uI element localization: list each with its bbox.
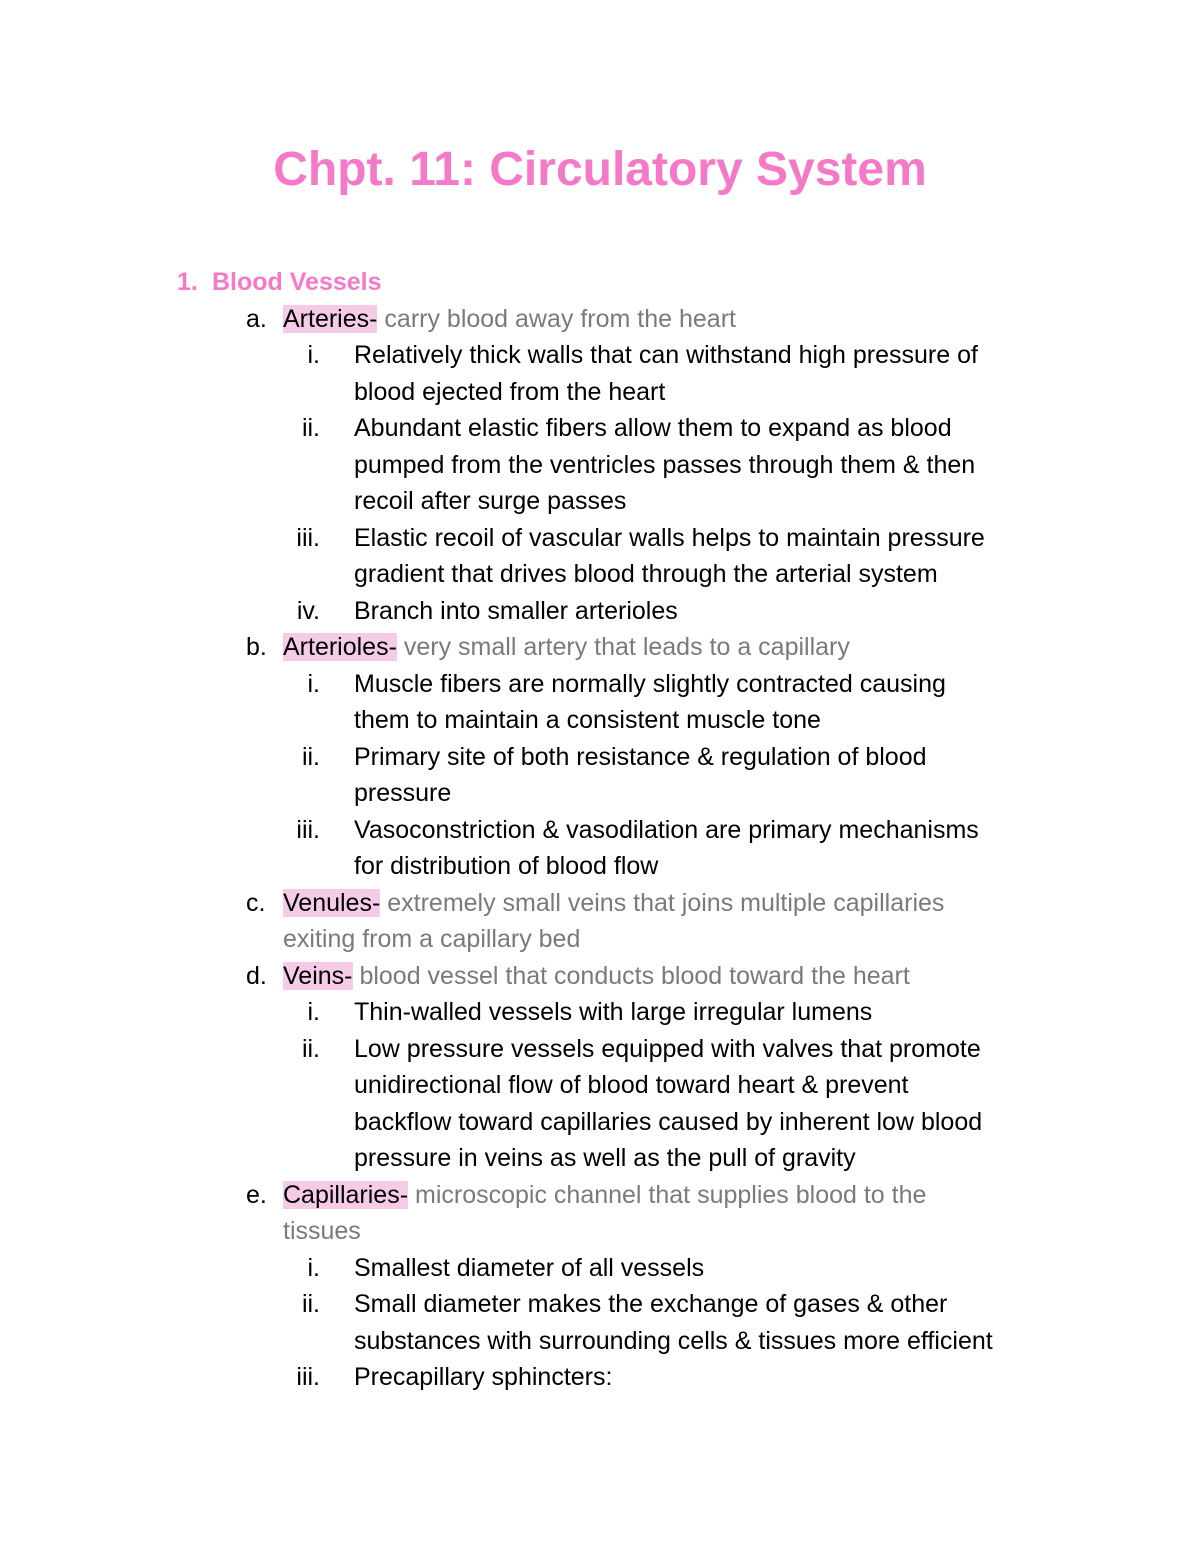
- sub-item-continued: [0, 775, 1200, 812]
- sub-item-text: for distribution of blood flow: [354, 852, 659, 880]
- sub-item: [0, 1031, 1200, 1068]
- sub-item-marker: ii.: [301, 414, 320, 442]
- term-marker: c.: [246, 888, 266, 917]
- sub-item-marker: i.: [307, 341, 320, 369]
- sub-item-text: unidirectional flow of blood toward heart & prevent: [354, 1071, 909, 1099]
- sub-item: [0, 812, 1200, 849]
- sub-item-continued: [0, 1104, 1200, 1141]
- sub-item-text: Small diameter makes the exchange of gases & other: [354, 1290, 948, 1318]
- term-list: [0, 301, 1200, 1396]
- term-marker: b.: [246, 633, 267, 661]
- term-name: Venules: [283, 888, 372, 917]
- term-definition-continued: [0, 921, 1200, 958]
- sub-item-continued: [0, 1140, 1200, 1177]
- term-line: [0, 885, 1200, 922]
- term-item: [0, 958, 1200, 995]
- sub-item-marker: iii.: [296, 523, 320, 552]
- term-definition: very small artery that leads to a capillary: [396, 633, 850, 661]
- sub-item-text: Abundant elastic fibers allow them to expand as blood: [354, 414, 952, 442]
- term-item: [0, 885, 1200, 922]
- sub-item-text: them to maintain a consistent muscle tone: [354, 706, 821, 734]
- outline: [0, 264, 1200, 1396]
- sub-item-marker: i.: [307, 998, 320, 1026]
- sub-item-text: Smallest diameter of all vessels: [354, 1253, 705, 1282]
- sub-item: [0, 337, 1200, 374]
- sub-item: [0, 994, 1200, 1031]
- sub-item-text: recoil after surge passes: [354, 487, 627, 515]
- sub-item-text: backflow toward capillaries caused by inherent low blood: [354, 1107, 983, 1136]
- sub-item-marker: ii.: [301, 742, 320, 771]
- sub-item-continued: [0, 374, 1200, 411]
- sub-item-continued: [0, 1323, 1200, 1360]
- sub-item-continued: [0, 1067, 1200, 1104]
- term-line: [0, 301, 1200, 338]
- term-name: Veins: [283, 961, 345, 990]
- term-marker: a.: [246, 304, 267, 333]
- sub-item-marker: ii.: [301, 1034, 320, 1063]
- term-line: [0, 1177, 1200, 1214]
- term-item: [0, 301, 1200, 338]
- term-item: [0, 629, 1200, 666]
- sub-item-marker: i.: [307, 669, 320, 698]
- term-dash: -: [344, 961, 353, 990]
- sub-item-continued: [0, 556, 1200, 593]
- sub-item-marker: iii.: [296, 1363, 320, 1391]
- sub-item-marker: ii.: [301, 1290, 320, 1318]
- section-label: Blood Vessels: [212, 268, 382, 296]
- term-name: Capillaries: [283, 1180, 400, 1209]
- sub-item-text: substances with surrounding cells & tissues more efficient: [354, 1326, 993, 1355]
- term-definition: blood vessel that conducts blood toward the heart: [352, 961, 910, 990]
- term-definition-continued: [0, 1213, 1200, 1250]
- sub-item-marker: iv.: [296, 596, 320, 625]
- term-line: [0, 958, 1200, 995]
- sub-item-continued: [0, 702, 1200, 739]
- page-title: Chpt. 11: Circulatory System: [273, 143, 927, 196]
- term-dash: -: [369, 304, 378, 333]
- sub-item: [0, 593, 1200, 630]
- term-highlight: [283, 633, 397, 661]
- sub-item-text: pumped from the ventricles passes through them & then: [354, 450, 976, 479]
- section-heading: [0, 264, 1200, 301]
- term-marker: e.: [246, 1180, 267, 1209]
- sub-item-text: Branch into smaller arterioles: [354, 596, 678, 625]
- sub-item-text: Primary site of both resistance & regulation of blood: [354, 742, 927, 771]
- sub-item: [0, 520, 1200, 557]
- term-highlight: [283, 889, 380, 917]
- sub-item: [0, 666, 1200, 703]
- sub-item: [0, 1359, 1200, 1396]
- term-highlight: [283, 962, 353, 990]
- term-dash: -: [388, 633, 397, 661]
- sub-item-text: Precapillary sphincters:: [354, 1363, 613, 1391]
- term-definition-continued-text: tissues: [283, 1217, 361, 1245]
- term-item: [0, 1177, 1200, 1214]
- term-definition: extremely small veins that joins multiple capillaries: [380, 888, 945, 917]
- term-dash: -: [371, 888, 381, 917]
- term-name: Arteries: [283, 304, 370, 333]
- sub-item: [0, 410, 1200, 447]
- term-definition: carry blood away from the heart: [377, 304, 736, 333]
- sub-item-text: blood ejected from the heart: [354, 377, 666, 406]
- term-highlight: [283, 1181, 408, 1209]
- sub-item-text: gradient that drives blood through the arterial system: [354, 560, 938, 588]
- sub-item: [0, 739, 1200, 776]
- sub-item-text: Elastic recoil of vascular walls helps to maintain pressure: [354, 523, 985, 552]
- term-highlight: [283, 305, 377, 333]
- sub-item-text: Thin-walled vessels with large irregular lumens: [354, 998, 873, 1026]
- sub-item-marker: iii.: [296, 815, 320, 844]
- sub-item-marker: i.: [307, 1253, 320, 1282]
- term-name: Arterioles: [283, 633, 389, 661]
- sub-item: [0, 1250, 1200, 1287]
- sub-item-text: Low pressure vessels equipped with valves that promote: [354, 1034, 981, 1063]
- sub-item-continued: [0, 848, 1200, 885]
- sub-item-text: Vasoconstriction & vasodilation are primary mechanisms: [354, 815, 979, 844]
- sub-item-text: Muscle fibers are normally slightly contracted causing: [354, 669, 946, 698]
- sub-item-text: Relatively thick walls that can withstand high pressure of: [354, 341, 978, 369]
- section-marker: 1.: [177, 268, 198, 296]
- sub-item-continued: [0, 447, 1200, 484]
- sub-item-continued: [0, 483, 1200, 520]
- sub-item-text: pressure: [354, 779, 452, 807]
- sub-item-text: pressure in veins as well as the pull of gravity: [354, 1144, 856, 1172]
- term-definition: microscopic channel that supplies blood to the: [408, 1180, 927, 1209]
- sub-item: [0, 1286, 1200, 1323]
- term-definition-continued-text: exiting from a capillary bed: [283, 925, 581, 953]
- term-marker: d.: [246, 961, 267, 990]
- term-dash: -: [399, 1180, 409, 1209]
- term-line: [0, 629, 1200, 666]
